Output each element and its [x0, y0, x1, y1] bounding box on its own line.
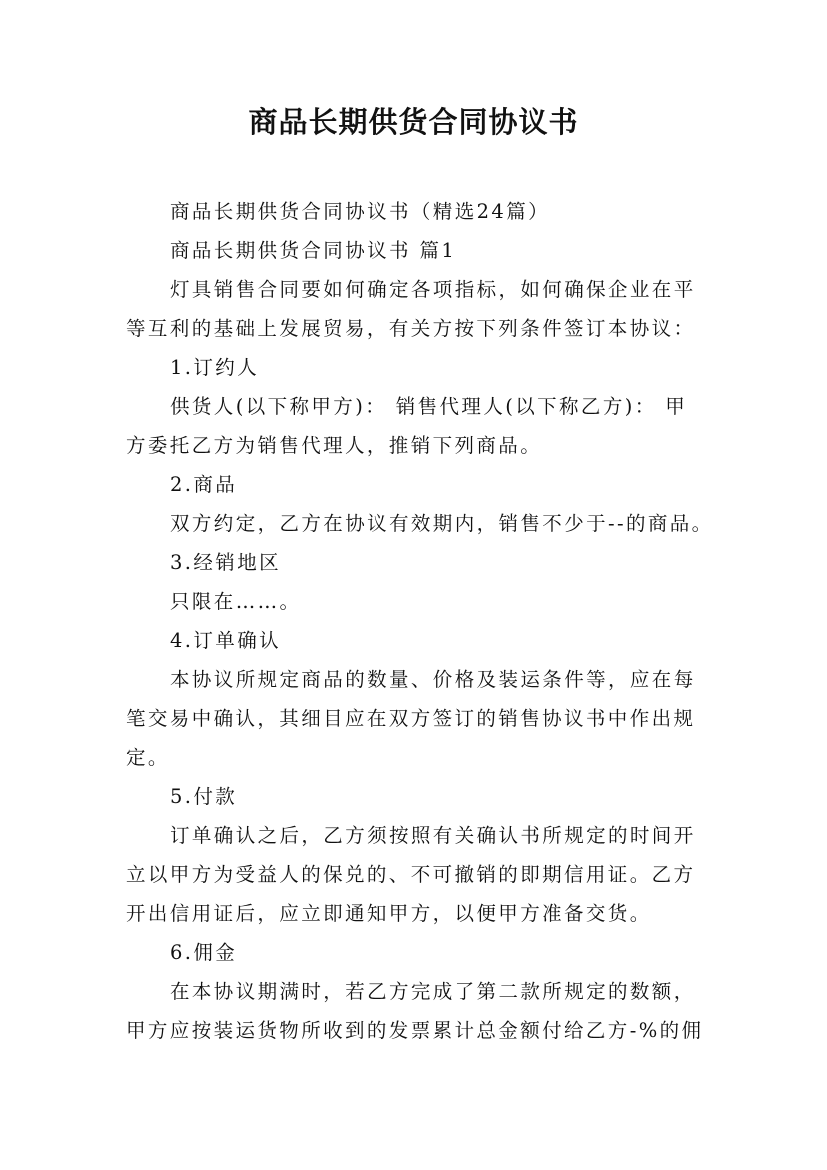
paragraph-line: 在本协议期满时，若乙方完成了第二款所规定的数额，: [170, 980, 696, 1003]
paragraph-line: 供货人(以下称甲方)： 销售代理人(以下称乙方)： 甲: [170, 395, 688, 418]
clause-heading: 3.经销地区: [170, 551, 282, 574]
paragraph-line: 笔交易中确认，其细目应在双方签订的销售协议书中作出规: [126, 707, 696, 730]
paragraph-line: 甲方应按装运货物所收到的发票累计总金额付给乙方-%的佣: [126, 1019, 704, 1042]
clause-heading: 5.付款: [170, 785, 238, 808]
paragraph-line: 灯具销售合同要如何确定各项指标，如何确保企业在平: [170, 278, 696, 301]
clause-heading: 6.佣金: [170, 941, 238, 964]
document-title: 商品长期供货合同协议书: [248, 105, 579, 139]
clause-heading: 2.商品: [170, 473, 238, 496]
clause-heading: 1.订约人: [170, 356, 260, 379]
paragraph-line: 方委托乙方为销售代理人，推销下列商品。: [126, 434, 543, 457]
section-heading: 商品长期供货合同协议书 篇1: [170, 239, 457, 262]
paragraph-line: 本协议所规定商品的数量、价格及装运条件等，应在每: [170, 668, 696, 691]
paragraph-line: 订单确认之后，乙方须按照有关确认书所规定的时间开: [170, 824, 696, 847]
subtitle-line: 商品长期供货合同协议书（精选24篇）: [170, 200, 551, 223]
paragraph-line: 立以甲方为受益人的保兑的、不可撤销的即期信用证。乙方: [126, 863, 696, 886]
paragraph-line: 开出信用证后，应立即通知甲方，以便甲方准备交货。: [126, 902, 652, 925]
clause-heading: 4.订单确认: [170, 629, 282, 652]
paragraph-line: 只限在……。: [170, 590, 302, 613]
paragraph-line: 双方约定，乙方在协议有效期内，销售不少于--的商品。: [170, 512, 714, 535]
paragraph-line: 等互利的基础上发展贸易，有关方按下列条件签订本协议：: [126, 317, 696, 340]
paragraph-line: 定。: [126, 746, 170, 769]
